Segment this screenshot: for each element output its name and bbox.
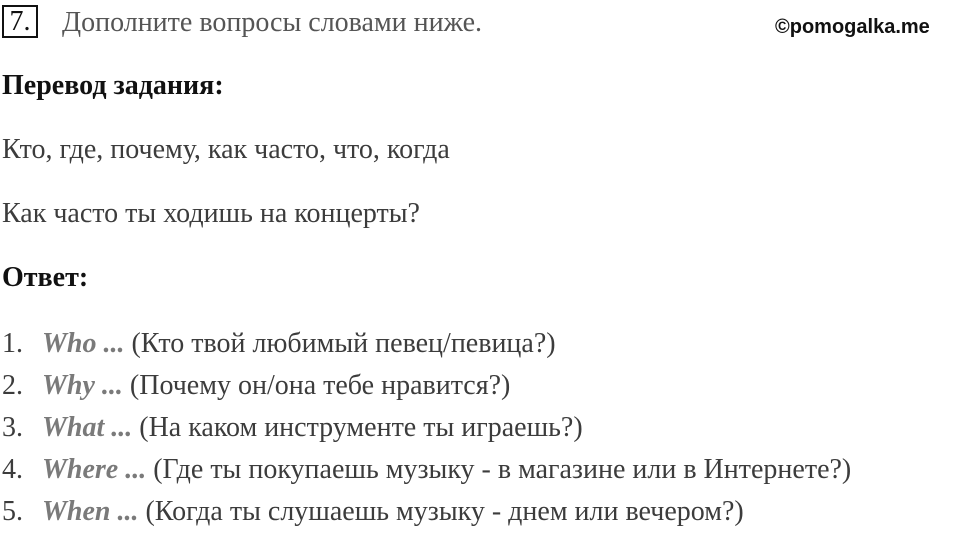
answer-translation: (Почему он/она тебе нравится?) <box>129 370 511 401</box>
answer-word: Who ... <box>42 328 125 359</box>
answer-item <box>2 491 744 533</box>
answer-word: When ... <box>42 496 139 527</box>
answer-number: 2. <box>2 370 23 401</box>
translation-words: Кто, где, почему, как часто, что, когда <box>2 134 450 165</box>
watermark: ©pomogalka.me <box>775 16 930 38</box>
answer-translation: (Когда ты слушаешь музыку - днем или вечером?) <box>145 496 744 527</box>
answer-number: 3. <box>2 412 23 443</box>
answer-word: What ... <box>42 412 133 443</box>
answer-translation: (На каком инструменте ты играешь?) <box>139 412 583 443</box>
answer-item <box>2 449 851 491</box>
answer-number: 1. <box>2 328 23 359</box>
answer-word: Why ... <box>42 370 123 401</box>
translation-heading: Перевод задания: <box>2 70 224 101</box>
answer-item <box>2 365 510 407</box>
answer-translation: (Кто твой любимый певец/певица?) <box>131 328 556 359</box>
answer-word: Where ... <box>42 454 147 485</box>
answer-translation: (Где ты покупаешь музыку - в магазине или в Интернете?) <box>153 454 852 485</box>
answer-item <box>2 323 556 365</box>
answer-number: 5. <box>2 496 23 527</box>
task-number: 7. <box>2 5 38 38</box>
answer-item <box>2 407 583 449</box>
answer-number: 4. <box>2 454 23 485</box>
translation-example: Как часто ты ходишь на концерты? <box>2 198 420 229</box>
task-instruction: Дополните вопросы словами ниже. <box>62 7 483 38</box>
answer-heading: Ответ: <box>2 262 89 293</box>
